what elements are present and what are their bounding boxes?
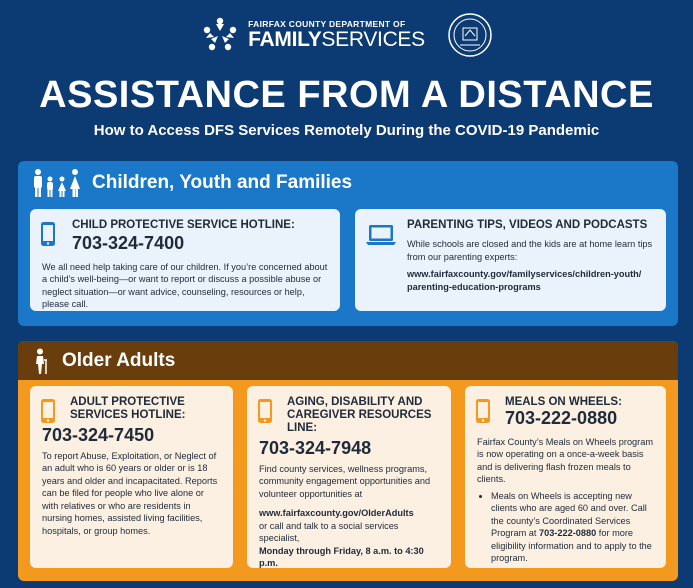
org-name <box>248 20 425 51</box>
section-older-adults <box>18 341 678 581</box>
aps-phone[interactable]: 703-324-7450 <box>42 425 155 445</box>
mow-phone[interactable]: 703-222-0880 <box>505 408 618 428</box>
phone-icon <box>257 398 273 429</box>
mow-bullet-text: Meals on Wheels is accepting new clients who are aged 60 and over. Call the county’s Coordinated Services Program at <box>491 490 647 539</box>
parenting-title: PARENTING TIPS, VIDEOS AND PODCASTS <box>407 219 648 231</box>
adrc-title-line2: CAREGIVER RESOURCES LINE: <box>287 409 432 434</box>
parenting-description: While schools are closed and the kids are at home learn tips from our parenting experts: <box>407 239 653 262</box>
mow-bullet-phone[interactable]: 703-222-0880 <box>539 528 597 539</box>
org-name-bold: FAMILY <box>248 28 322 52</box>
older-adults-link[interactable]: www.fairfaxcounty.gov/OlderAdults <box>259 508 414 519</box>
section-heading-older-adults <box>18 341 678 380</box>
elder-icon <box>32 348 52 374</box>
page-title: ASSISTANCE FROM A DISTANCE <box>39 74 654 116</box>
laptop-icon <box>365 223 397 252</box>
mow-description: Fairfax County’s Meals on Wheels program is now operating on a once-a-week basis and is delivering flash frozen meals to clients. <box>477 436 653 485</box>
cps-hotline-phone[interactable]: 703-324-7400 <box>72 233 185 253</box>
parenting-link-line1[interactable]: www.fairfaxcounty.gov/familyservices/children-youth/ <box>407 269 642 279</box>
cps-hotline-description: We all need help taking care of our children. If you’re concerned about a child’s well-being—or want to report or discuss a possible abuse or neglect situation—or want advice, counseling, resources or help, please call. <box>42 261 328 310</box>
section-children-youth-families <box>18 161 678 326</box>
adrc-title-line1: AGING, DISABILITY AND <box>287 396 423 408</box>
card-child-protective-hotline <box>30 209 340 311</box>
card-aging-disability-line <box>247 386 451 568</box>
section-title-older-adults: Older Adults <box>62 349 176 371</box>
phone-icon <box>40 221 56 252</box>
adrc-description: Find county services, wellness programs, community engagement opportunities and volunteer opportunities at <box>259 463 431 499</box>
adrc-phone[interactable]: 703-324-7948 <box>259 438 372 458</box>
aps-title-line1: ADULT PROTECTIVE <box>70 396 185 408</box>
mow-title: MEALS ON WHEELS: <box>505 396 622 408</box>
aps-title-line2: SERVICES HOTLINE: <box>70 409 186 421</box>
family-icon <box>32 168 82 198</box>
phone-icon <box>40 398 56 429</box>
card-adult-protective-hotline <box>30 386 233 568</box>
org-name-light: SERVICES <box>321 28 425 52</box>
list-item <box>491 490 654 565</box>
county-seal-icon <box>447 12 493 58</box>
header <box>0 0 693 70</box>
adrc-hours: Monday through Friday, 8 a.m. to 4:30 p.m. <box>259 545 424 569</box>
card-meals-on-wheels <box>465 386 666 568</box>
section-title-cyf: Children, Youth and Families <box>92 172 353 193</box>
mow-bullet-text-end: for more eligibility information and to apply to the program. <box>491 528 652 564</box>
adrc-call-text: or call and talk to a social services specialist, <box>259 520 399 544</box>
aps-description: To report Abuse, Exploitation, or Neglect of an adult who is 60 years or older or is 18 years and older and incapacitated. Reports can be filed for people who live alone or with relatives or who are residents in nursing homes, assisted living facilities, hospitals, or group homes. <box>42 450 218 536</box>
phone-icon <box>475 398 491 429</box>
parenting-link-line2[interactable]: parenting-education-programs <box>407 281 541 292</box>
org-name-big <box>248 29 425 50</box>
card-parenting-tips <box>355 209 666 311</box>
dfs-logo-icon <box>200 15 240 55</box>
page-subtitle: How to Access DFS Services Remotely During the COVID-19 Pandemic <box>93 122 600 139</box>
mow-bullet-list <box>491 490 654 565</box>
section-heading-cyf <box>18 161 678 205</box>
cps-hotline-title: CHILD PROTECTIVE SERVICE HOTLINE: <box>72 219 295 231</box>
org-name-small: FAIRFAX COUNTY DEPARTMENT OF <box>248 18 406 29</box>
